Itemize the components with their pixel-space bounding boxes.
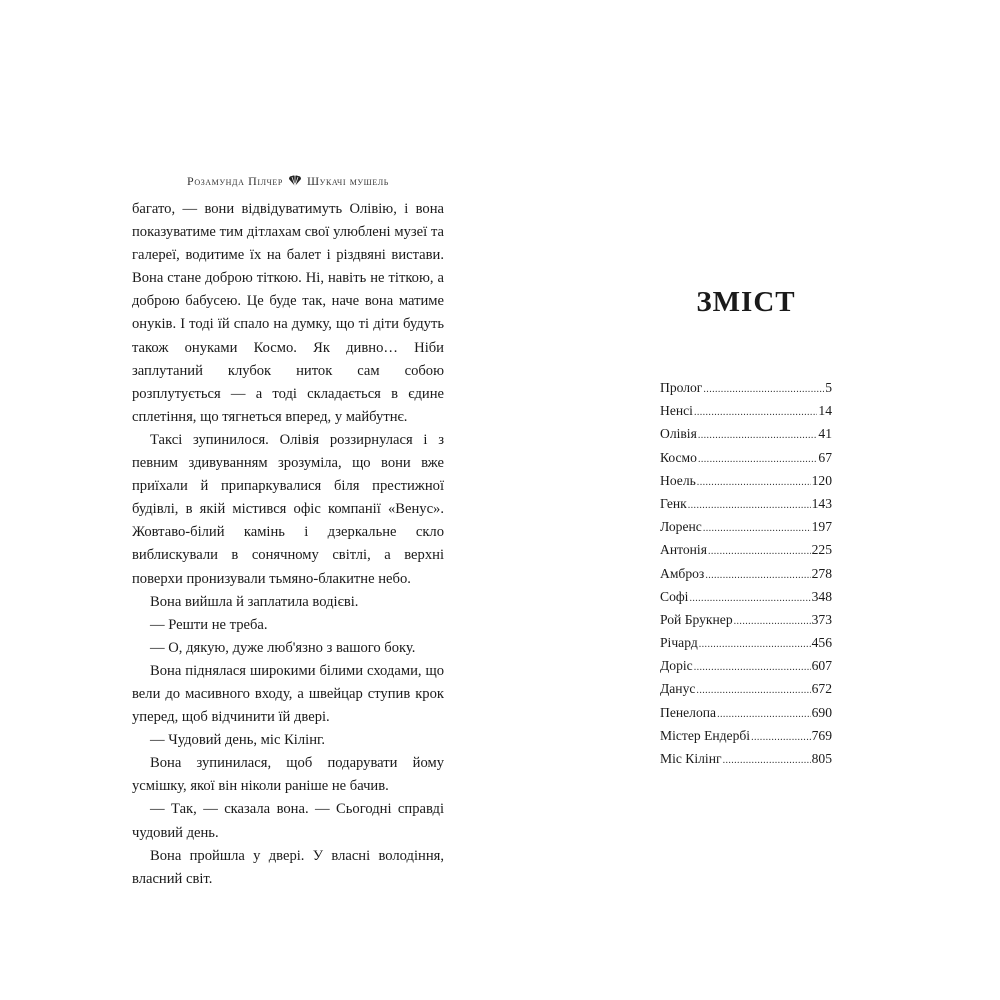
toc-entry-page: 225 (811, 542, 832, 558)
toc-entry-title: Данус (660, 681, 696, 697)
toc-entry-page: 805 (811, 751, 832, 766)
toc-entry-page: 690 (811, 704, 832, 720)
toc-entry-title: Олівія (660, 426, 697, 442)
toc-entry[interactable] (660, 399, 832, 422)
toc-entry-page: 607 (811, 658, 832, 674)
toc-entry[interactable] (660, 469, 832, 492)
running-head-book: Шукачі мушель (306, 173, 389, 188)
toc-entry-title: Софі (660, 588, 689, 604)
dot-leader (734, 610, 811, 633)
dot-leader (694, 656, 811, 679)
shell-icon (288, 175, 302, 187)
toc-entry-title: Лоренс (660, 519, 702, 535)
paragraph: багато, — вони відвідуватимуть Олівію, і вона показуватиме тим дітлахам свої улюблені музеї та галереї, водитиме їх на балет і різдвяні вистави. Вона стане доброю тіткою. Ні, навіть не тіткою, а доброю бабусею. Це буде так, наче вона матиме онуків. І тоді їй спало на думку, що ті діти будуть також онуками Космо. Як дивно… Ніби заплутаний клубок ниток сам собою розплутується — а тоді складається в єдине сплетіння, що тягнеться вперед, у майбутнє. (132, 201, 444, 425)
toc-entry[interactable] (660, 747, 832, 770)
paragraph: — Чудовий день, міс Кілінг. (150, 732, 325, 749)
toc-entry[interactable] (660, 376, 832, 399)
left-page (132, 172, 444, 891)
dot-leader (708, 540, 811, 563)
toc-entry-title: Пенелопа (660, 704, 717, 720)
toc-entry-page: 373 (811, 611, 832, 627)
toc-entry-title: Містер Ендербі (660, 727, 751, 743)
dot-leader (694, 401, 817, 424)
dot-leader (688, 494, 811, 517)
dot-leader (698, 448, 817, 471)
toc-entry-title: Ненсі (660, 403, 693, 419)
toc-entry[interactable] (660, 654, 832, 677)
toc-entry-page: 769 (811, 727, 832, 743)
paragraph: Вона піднялася широкими білими сходами, що вели до масивного входу, а швейцар ступив крок уперед, щоб відчинити їй двері. (132, 662, 444, 726)
dot-leader (698, 424, 818, 447)
toc-entry-title: Пролог (660, 380, 703, 395)
running-head (132, 172, 444, 190)
toc-entry[interactable] (660, 608, 832, 631)
toc-entry-title: Доріс (660, 658, 693, 674)
paragraph: — Решти не треба. (150, 616, 268, 633)
toc-entry[interactable] (660, 677, 832, 700)
toc-entry[interactable] (660, 724, 832, 747)
toc-entry[interactable] (660, 492, 832, 515)
toc-entry[interactable] (660, 631, 832, 654)
toc-entry-page: 672 (811, 681, 832, 697)
toc-entry[interactable] (660, 562, 832, 585)
toc-entry-page: 197 (811, 519, 832, 535)
dot-leader (697, 471, 811, 494)
toc-entry-page: 456 (811, 635, 832, 651)
toc-entry-title: Космо (660, 449, 697, 465)
toc-entry-page: 348 (811, 588, 832, 604)
toc-entry-title: Амброз (660, 565, 705, 581)
right-page (660, 280, 832, 770)
paragraph: — Так, — сказала вона. — Сьогодні справді чудовий день. (132, 801, 444, 841)
toc-entry-page: 14 (818, 403, 832, 419)
dot-leader (723, 749, 811, 772)
dot-leader (699, 633, 811, 656)
toc-entry-page: 41 (818, 426, 832, 442)
dot-leader (705, 564, 810, 587)
toc-title: ЗМІСТ (696, 286, 796, 318)
toc-entry[interactable] (660, 585, 832, 608)
dot-leader (689, 587, 810, 610)
toc-entry-page: 120 (811, 472, 832, 488)
toc-entry-title: Річард (660, 635, 698, 651)
toc-entry-title: Генк (660, 495, 687, 511)
toc-entry-page: 278 (811, 565, 832, 581)
toc-entry-title: Антонія (660, 542, 707, 558)
toc-entry[interactable] (660, 701, 832, 724)
toc-entry-title: Ноель (660, 472, 696, 488)
toc-entry-page: 67 (818, 449, 832, 465)
paragraph: Вона пройшла у двері. У власні володіння, власний світ. (132, 847, 444, 887)
toc-entry-title: Рой Брукнер (660, 611, 733, 627)
toc-entry[interactable] (660, 538, 832, 561)
dot-leader (703, 378, 824, 401)
toc-entry-page: 5 (825, 380, 832, 395)
body-text (132, 198, 444, 891)
toc-entry[interactable] (660, 422, 832, 445)
toc-entry[interactable] (660, 515, 832, 538)
toc-entry[interactable] (660, 446, 832, 469)
dot-leader (703, 517, 811, 540)
paragraph: Вона зупинилася, щоб подарувати йому усмішку, якої він ніколи раніше не бачив. (132, 755, 444, 795)
toc-entry-page: 143 (811, 495, 832, 511)
running-head-author: Розамунда Пілчер (187, 173, 283, 188)
toc-entry-title: Міс Кілінг (660, 751, 722, 766)
dot-leader (751, 726, 811, 749)
paragraph: Вона вийшла й заплатила водієві. (150, 593, 359, 610)
table-of-contents (660, 376, 832, 770)
paragraph: Таксі зупинилося. Олівія роззирнулася і з певним здивуванням зрозуміла, що вони вже приїхали й припаркувалися біля престижної будівлі, в якій містився офіс компанії «Венус». Жовтаво-білий камінь і дзеркальне скло виблискували в сонячному світлі, а верхні поверхи пронизували тьмяно-блакитне небо. (132, 431, 444, 587)
paragraph: — О, дякую, дуже люб'язно з вашого боку. (150, 639, 416, 656)
dot-leader (696, 679, 810, 702)
dot-leader (717, 703, 811, 726)
